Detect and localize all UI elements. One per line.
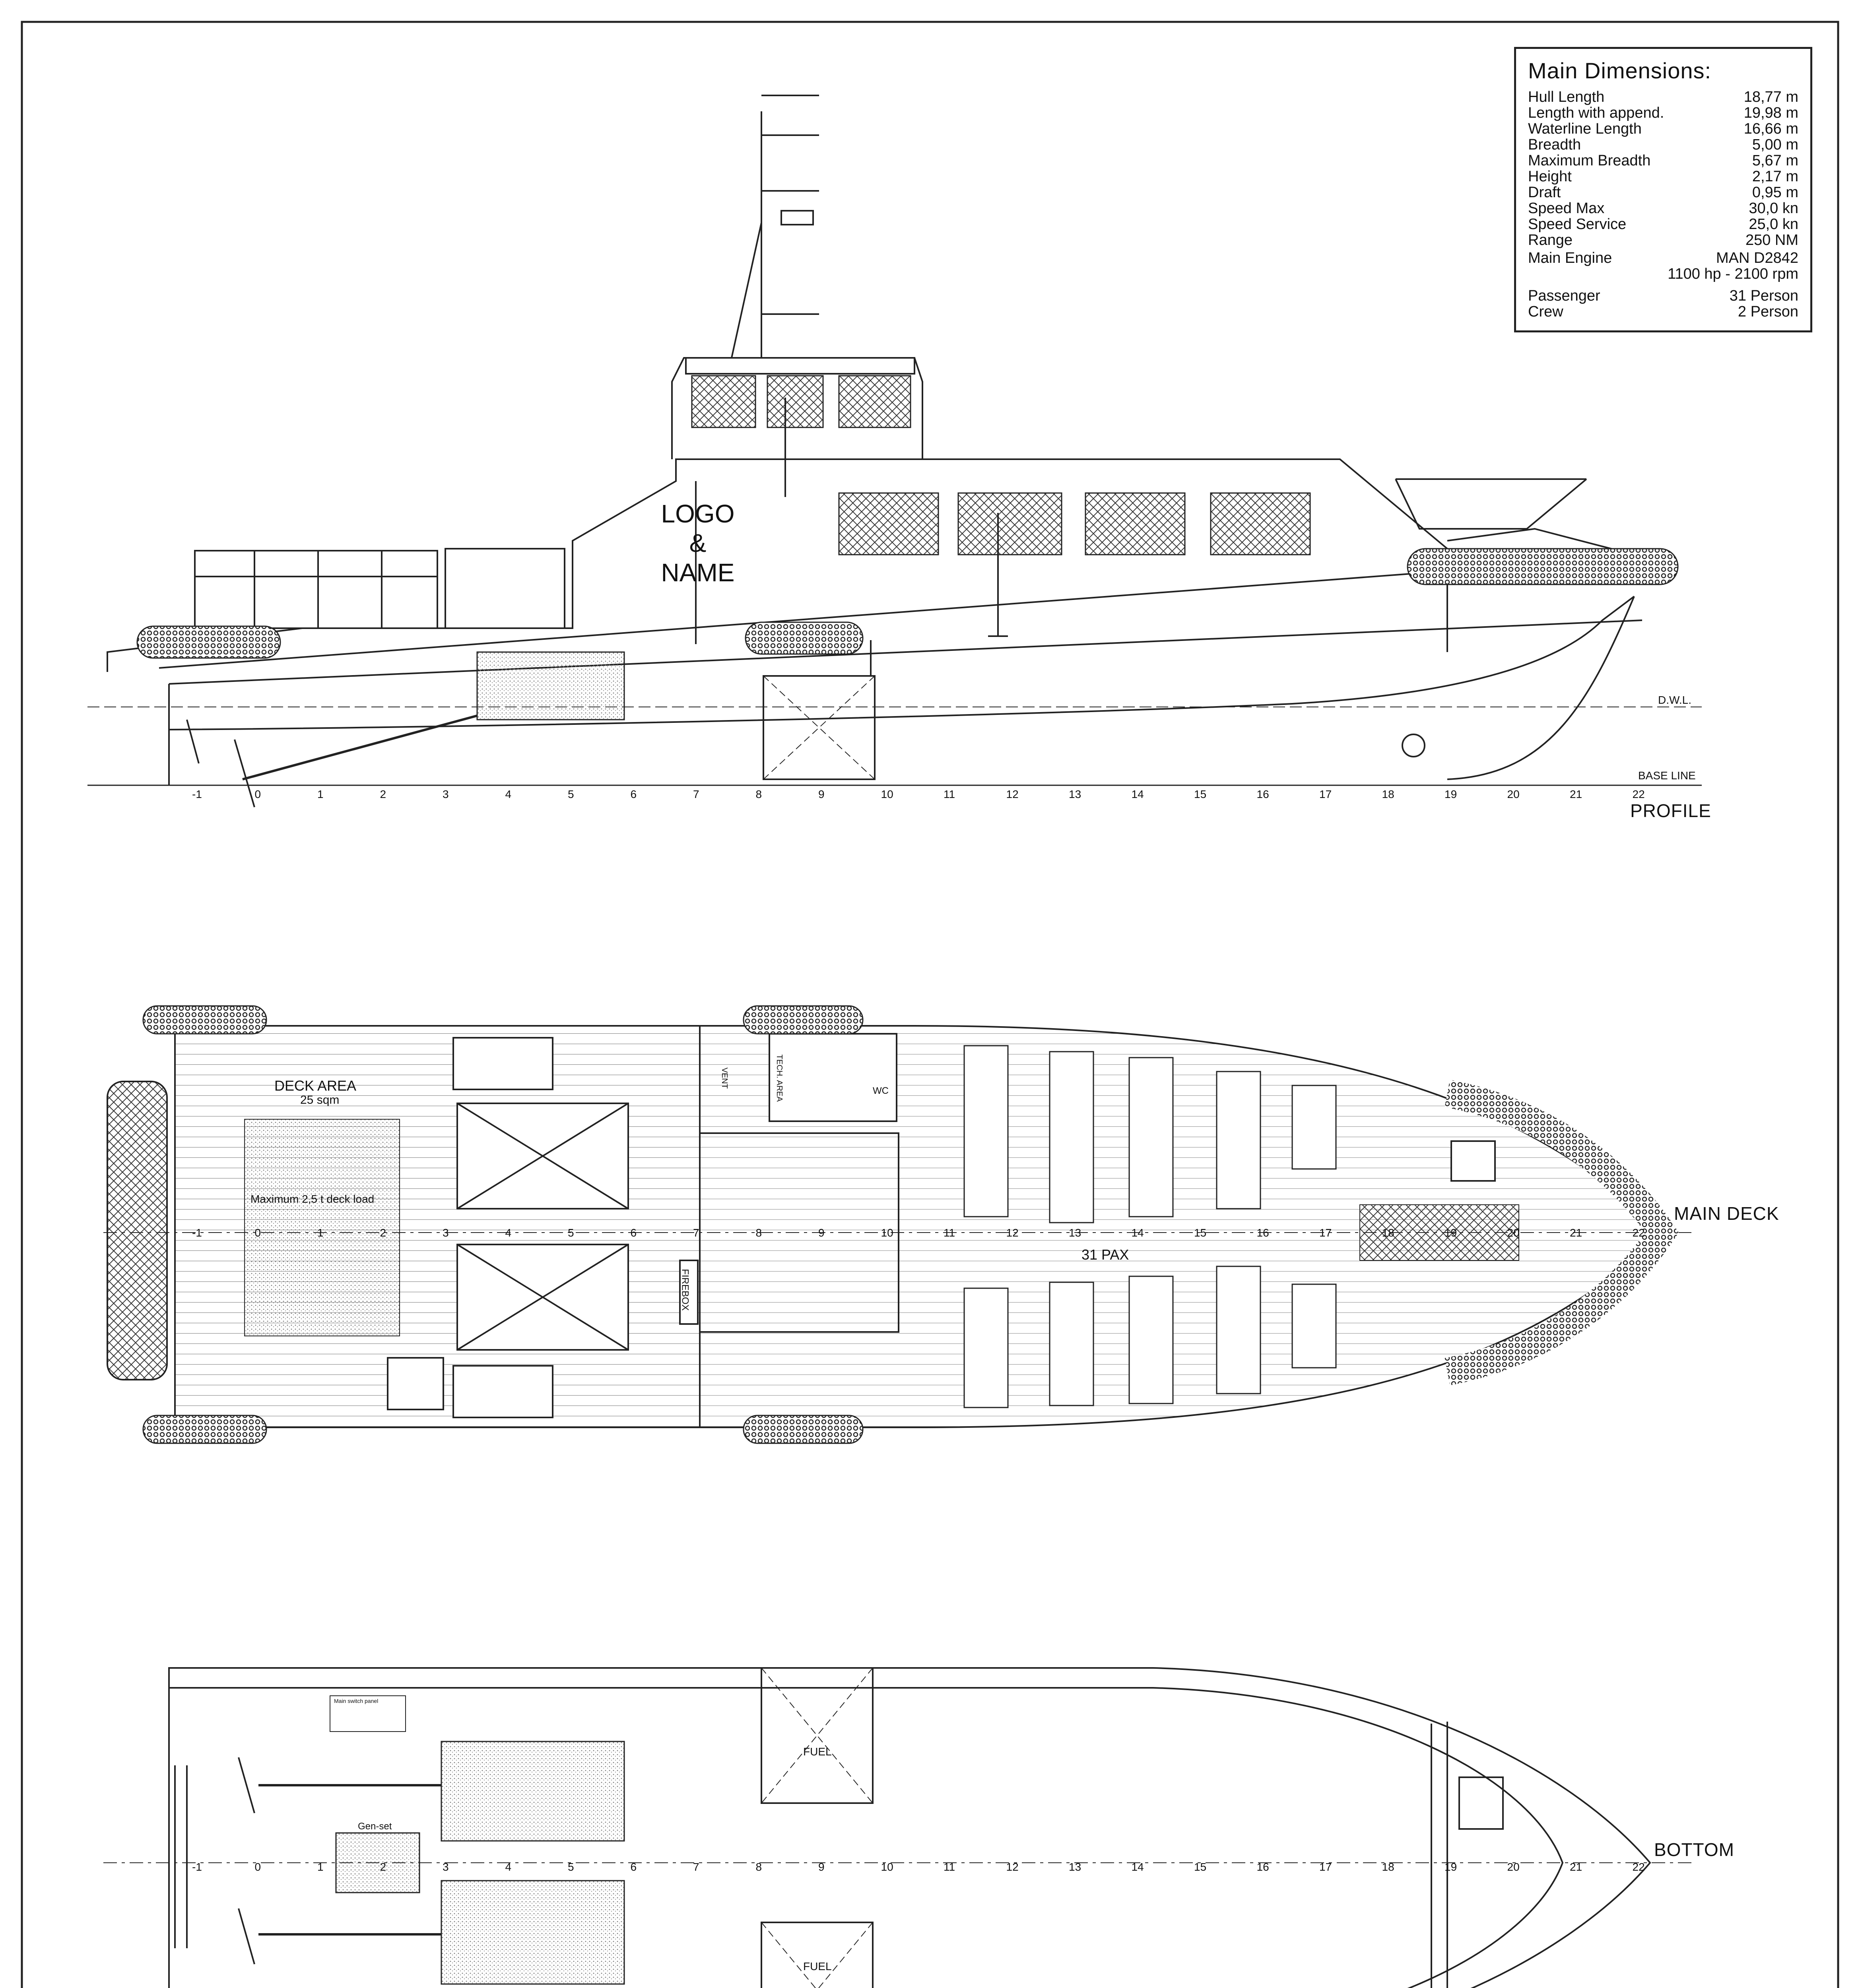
frame-number: 17 bbox=[1319, 788, 1332, 800]
frame-numbers-main-deck bbox=[0, 1227, 1860, 1242]
frame-number: 15 bbox=[1194, 1227, 1207, 1239]
logo-line: LOGO bbox=[661, 499, 735, 528]
frame-number: 6 bbox=[630, 1861, 637, 1873]
frame-number: 9 bbox=[818, 788, 825, 800]
frame-number: 19 bbox=[1445, 1861, 1457, 1873]
dimension-row bbox=[1528, 152, 1798, 169]
dimension-row bbox=[1528, 287, 1798, 304]
dimension-value: 0,95 m bbox=[1752, 184, 1798, 201]
fuel-tank-label-port: FUEL bbox=[803, 1745, 832, 1758]
dimension-row bbox=[1528, 184, 1798, 201]
frame-number: 16 bbox=[1256, 788, 1269, 800]
bottom-view bbox=[103, 1668, 1694, 1988]
frame-number: 14 bbox=[1131, 1861, 1144, 1873]
dimension-row bbox=[1528, 266, 1798, 282]
frame-number: 18 bbox=[1382, 1861, 1394, 1873]
frame-number: -1 bbox=[192, 788, 202, 800]
frame-number: 16 bbox=[1256, 1227, 1269, 1239]
frame-number: 7 bbox=[693, 788, 699, 800]
dimension-label: Speed Service bbox=[1528, 216, 1627, 233]
frame-number: 1 bbox=[317, 788, 324, 800]
frame-number: 16 bbox=[1256, 1861, 1269, 1873]
frame-number: 22 bbox=[1632, 1861, 1645, 1873]
frame-number: -1 bbox=[192, 1861, 202, 1873]
frame-number: 9 bbox=[818, 1227, 825, 1239]
frame-number: 4 bbox=[505, 1227, 512, 1239]
dimension-label: Crew bbox=[1528, 303, 1563, 320]
deck-area-sqm: 25 sqm bbox=[300, 1093, 340, 1107]
fuel-tank-label-starboard: FUEL bbox=[803, 1960, 832, 1972]
profile-view bbox=[87, 95, 1702, 807]
main-deck-view-label: MAIN DECK bbox=[1674, 1203, 1779, 1224]
dimension-row bbox=[1528, 200, 1798, 217]
dimension-row bbox=[1528, 216, 1798, 233]
main-dimensions-box bbox=[1514, 47, 1812, 332]
logo-line: & bbox=[689, 529, 707, 557]
vent-label: VENT bbox=[720, 1067, 729, 1089]
frame-number: 20 bbox=[1507, 788, 1520, 800]
frame-number: 22 bbox=[1632, 1227, 1645, 1239]
frame-number: 14 bbox=[1131, 788, 1144, 800]
dimension-value: MAN D2842 bbox=[1716, 250, 1798, 266]
frame-number: 10 bbox=[881, 788, 893, 800]
frame-number: 6 bbox=[630, 1227, 637, 1239]
frame-number: -1 bbox=[192, 1227, 202, 1239]
dimension-label: Draft bbox=[1528, 184, 1561, 201]
dimension-value: 250 NM bbox=[1745, 232, 1798, 248]
frame-number: 3 bbox=[443, 1227, 449, 1239]
frame-number: 6 bbox=[630, 788, 637, 800]
frame-number: 10 bbox=[881, 1861, 893, 1873]
main-deck-view bbox=[103, 1006, 1694, 1443]
frame-number: 9 bbox=[818, 1861, 825, 1873]
frame-number: 19 bbox=[1445, 788, 1457, 800]
frame-number: 13 bbox=[1069, 1861, 1081, 1873]
frame-number: 22 bbox=[1632, 788, 1645, 800]
frame-number: 0 bbox=[254, 1861, 261, 1873]
dimension-value: 30,0 kn bbox=[1749, 200, 1798, 217]
dimension-value: 5,67 m bbox=[1752, 152, 1798, 169]
baseline-label: BASE LINE bbox=[1638, 769, 1696, 782]
frame-number: 1 bbox=[317, 1861, 324, 1873]
dimension-value: 18,77 m bbox=[1744, 89, 1798, 105]
frame-numbers-profile bbox=[0, 788, 1860, 804]
frame-number: 21 bbox=[1570, 788, 1582, 800]
switch-panel-label: Main switch panel bbox=[334, 1698, 379, 1704]
frame-number: 2 bbox=[380, 1227, 386, 1239]
frame-number: 5 bbox=[568, 1861, 574, 1873]
wc-label: WC bbox=[873, 1085, 889, 1096]
dimension-label: Hull Length bbox=[1528, 89, 1605, 105]
tech-area-label: TECH. AREA bbox=[775, 1054, 784, 1102]
dimension-label: Breadth bbox=[1528, 136, 1581, 153]
dimension-label: Maximum Breadth bbox=[1528, 152, 1651, 169]
frame-number: 17 bbox=[1319, 1861, 1332, 1873]
frame-number: 12 bbox=[1006, 1227, 1019, 1239]
dimension-row bbox=[1528, 232, 1798, 248]
dimension-row bbox=[1528, 168, 1798, 185]
frame-number: 1 bbox=[317, 1227, 324, 1239]
dimension-label: Range bbox=[1528, 232, 1573, 248]
dimension-row bbox=[1528, 105, 1798, 121]
genset-label: Gen-set bbox=[358, 1821, 392, 1832]
frame-number: 4 bbox=[505, 1861, 512, 1873]
dimension-value: 2,17 m bbox=[1752, 168, 1798, 185]
firebox-label: FIREBOX bbox=[680, 1269, 691, 1311]
frame-number: 8 bbox=[755, 1227, 762, 1239]
frame-number: 0 bbox=[254, 788, 261, 800]
frame-number: 13 bbox=[1069, 1227, 1081, 1239]
frame-number: 12 bbox=[1006, 1861, 1019, 1873]
frame-number: 10 bbox=[881, 1227, 893, 1239]
frame-number: 18 bbox=[1382, 1227, 1394, 1239]
dimension-label: Length with append. bbox=[1528, 105, 1664, 121]
dimension-row bbox=[1528, 120, 1798, 137]
frame-number: 5 bbox=[568, 788, 574, 800]
main-dimensions-title: Main Dimensions: bbox=[1528, 58, 1712, 83]
dimension-row bbox=[1528, 250, 1798, 266]
dimension-value: 25,0 kn bbox=[1749, 216, 1798, 233]
frame-number: 8 bbox=[755, 788, 762, 800]
frame-number: 7 bbox=[693, 1861, 699, 1873]
bottom-view-label: BOTTOM bbox=[1654, 1839, 1734, 1860]
deck-load-label: Maximum 2,5 t deck load bbox=[250, 1193, 375, 1205]
frame-number: 11 bbox=[944, 1227, 955, 1239]
deck-area-label: DECK AREA bbox=[274, 1077, 357, 1094]
frame-number: 11 bbox=[944, 1861, 955, 1873]
frame-number: 20 bbox=[1507, 1227, 1520, 1239]
frame-number: 15 bbox=[1194, 1861, 1207, 1873]
dimension-label: Waterline Length bbox=[1528, 120, 1642, 137]
frame-number: 2 bbox=[380, 1861, 386, 1873]
frame-number: 20 bbox=[1507, 1861, 1520, 1873]
frame-number: 8 bbox=[755, 1861, 762, 1873]
frame-number: 5 bbox=[568, 1227, 574, 1239]
dimension-value: 31 Person bbox=[1729, 287, 1798, 304]
dimension-row bbox=[1528, 136, 1798, 153]
dimension-value: 19,98 m bbox=[1744, 105, 1798, 121]
frame-number: 12 bbox=[1006, 788, 1019, 800]
frame-number: 14 bbox=[1131, 1227, 1144, 1239]
logo-line: NAME bbox=[661, 558, 735, 587]
frame-number: 4 bbox=[505, 788, 512, 800]
dwl-label: D.W.L. bbox=[1658, 694, 1692, 706]
dimension-value: 16,66 m bbox=[1744, 120, 1798, 137]
frame-number: 21 bbox=[1570, 1861, 1582, 1873]
frame-number: 7 bbox=[693, 1227, 699, 1239]
dimension-value: 5,00 m bbox=[1752, 136, 1798, 153]
dimension-value: 2 Person bbox=[1738, 303, 1798, 320]
frame-number: 21 bbox=[1570, 1227, 1582, 1239]
frame-number: 17 bbox=[1319, 1227, 1332, 1239]
dimension-label: Main Engine bbox=[1528, 250, 1612, 266]
dimension-label: Passenger bbox=[1528, 287, 1600, 304]
logo-placeholder bbox=[652, 499, 744, 587]
profile-view-label: PROFILE bbox=[1630, 800, 1711, 821]
passenger-count-label: 31 PAX bbox=[1081, 1246, 1129, 1263]
dimension-row bbox=[1528, 89, 1798, 105]
frame-number: 11 bbox=[944, 788, 955, 800]
frame-number: 2 bbox=[380, 788, 386, 800]
frame-numbers-bottom bbox=[0, 1861, 1860, 1877]
frame-number: 18 bbox=[1382, 788, 1394, 800]
frame-number: 15 bbox=[1194, 788, 1207, 800]
frame-number: 0 bbox=[254, 1227, 261, 1239]
dimension-label: Height bbox=[1528, 168, 1572, 185]
dimension-label: Speed Max bbox=[1528, 200, 1605, 217]
frame-number: 3 bbox=[443, 788, 449, 800]
frame-number: 3 bbox=[443, 1861, 449, 1873]
frame-number: 13 bbox=[1069, 788, 1081, 800]
dimension-row bbox=[1528, 303, 1798, 320]
frame-number: 19 bbox=[1445, 1227, 1457, 1239]
dimension-value: 1100 hp - 2100 rpm bbox=[1668, 266, 1798, 282]
